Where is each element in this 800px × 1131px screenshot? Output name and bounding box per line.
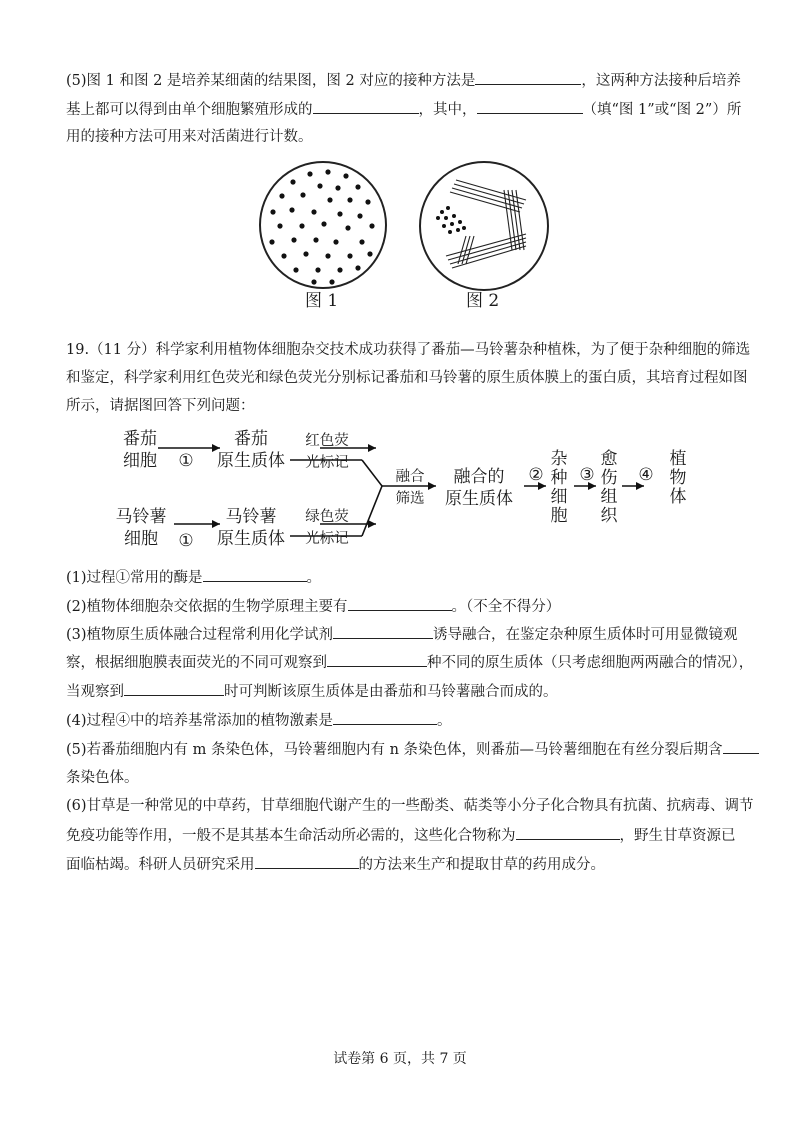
q19-part-3-line-2: 察，根据细胞膜表面荧光的不同可观察到 种不同的原生质体（只考虑细胞两两融合的情况）， (66, 652, 753, 673)
answer-blank[interactable] (333, 710, 437, 725)
answer-blank[interactable] (348, 596, 452, 611)
q19-part-5-line-2: 条染色体。 (66, 770, 139, 786)
q19-part-3-line-1: (3)植物原生质体融合过程常利用化学试剂 诱导融合，在鉴定杂种原生质体时可用显微镜观 (66, 624, 738, 645)
step-1-top: ① (178, 451, 194, 471)
red-fluorescence-label: 红色荧 光标记 (305, 433, 349, 471)
figure-1-caption: 图 1 (305, 291, 339, 311)
q19-part-6-line-2: 免疫功能等作用，一般不是其基本生命活动所必需的，这些化合物称为 ，野生甘草资源已 (66, 825, 736, 846)
answer-blank[interactable] (313, 99, 419, 114)
streak-lines (446, 180, 526, 268)
q5-text: (5)图 1 和图 2 是培养某细菌的结果图，图 2 对应的接种方法是 (66, 73, 476, 89)
step-4: ④ (638, 465, 654, 485)
answer-blank[interactable] (327, 652, 427, 667)
plant-label: 植物体 (669, 449, 687, 507)
q19-part-6-line-1: (6)甘草是一种常见的中草药，甘草细胞代谢产生的一些酚类、萜类等小分子化合物具有抗菌、抗病毒、调节 (66, 798, 754, 814)
q19-part-4: (4)过程④中的培养基常添加的植物激素是 。 (66, 710, 452, 731)
q5-line-1 (66, 70, 741, 91)
q5-text: ，这两种方法接种后培养 (581, 73, 741, 89)
answer-blank[interactable] (477, 99, 583, 114)
answer-blank[interactable] (124, 681, 224, 696)
q19-part-3-line-3: 当观察到 时可判断该原生质体是由番茄和马铃薯融合而成的。 (66, 681, 558, 702)
q5-line-2 (66, 99, 741, 120)
fused-protoplast-label: 融合的 原生质体 (445, 467, 513, 509)
q5-text: 基上都可以得到由单个细胞繁殖形成的 (66, 102, 313, 118)
green-fluorescence-label: 绿色荧 光标记 (305, 509, 349, 547)
q5-text: ，其中， (418, 102, 477, 118)
figure-2-petri-dish (418, 160, 550, 292)
q19-line-1 (66, 340, 750, 360)
colony-dots (436, 206, 466, 234)
q19-part-1: (1)过程①常用的酶是 。 (66, 567, 321, 588)
figure-1-petri-dish (258, 160, 388, 290)
answer-blank[interactable] (203, 567, 307, 582)
q5-text: （填“图 1”或“图 2”）所 (582, 102, 742, 118)
colony-dots (269, 169, 374, 284)
step-1-bottom: ① (178, 531, 194, 551)
q19-part-5-line-1: (5)若番茄细胞内有 m 条染色体，马铃薯细胞内有 n 条染色体，则番茄—马铃薯细胞在有丝分裂后期含 (66, 739, 759, 760)
answer-blank[interactable] (255, 854, 359, 869)
page-footer: 试卷第 6 页，共 7 页 (333, 1051, 467, 1067)
step-3: ③ (579, 465, 595, 485)
tomato-protoplast-label: 番茄 原生质体 (217, 429, 285, 471)
q19-part-6-line-3: 面临枯竭。科研人员研究采用 的方法来生产和提取甘草的药用成分。 (66, 854, 605, 875)
hybrid-cell-label: 杂种细胞 (550, 449, 568, 526)
q5-line-3 (66, 127, 313, 147)
potato-cell-label: 马铃薯 细胞 (115, 507, 167, 549)
answer-blank[interactable] (475, 70, 581, 85)
q5-text: 用的接种方法可用来对活菌进行计数。 (66, 129, 313, 145)
q19-part-2: (2)植物体细胞杂交依据的生物学原理主要有 。（不全不得分） (66, 596, 560, 617)
q19-text: 所示，请据图回答下列问题： (66, 398, 255, 414)
petri-dish-outline (420, 162, 548, 290)
potato-protoplast-label: 马铃薯 原生质体 (217, 507, 285, 549)
tomato-cell-label: 番茄 细胞 (123, 429, 157, 471)
q19-line-2 (66, 368, 748, 388)
figure-2-caption: 图 2 (466, 291, 500, 311)
q19-line-3 (66, 396, 255, 416)
answer-blank[interactable] (723, 739, 759, 754)
answer-blank[interactable] (516, 825, 620, 840)
q19-text: 和鉴定，科学家利用红色荧光和绿色荧光分别标记番茄和马铃薯的原生质体膜上的蛋白质，其培育过程如图 (66, 370, 748, 386)
step-2: ② (528, 465, 544, 485)
q19-text: 19.（11 分）科学家利用植物体细胞杂交技术成功获得了番茄—马铃薯杂种植株，为了便于杂种细胞的筛选 (66, 342, 751, 358)
callus-label: 愈伤组织 (600, 449, 618, 526)
answer-blank[interactable] (333, 624, 433, 639)
fusion-screening-label: 融合 筛选 (395, 469, 425, 507)
